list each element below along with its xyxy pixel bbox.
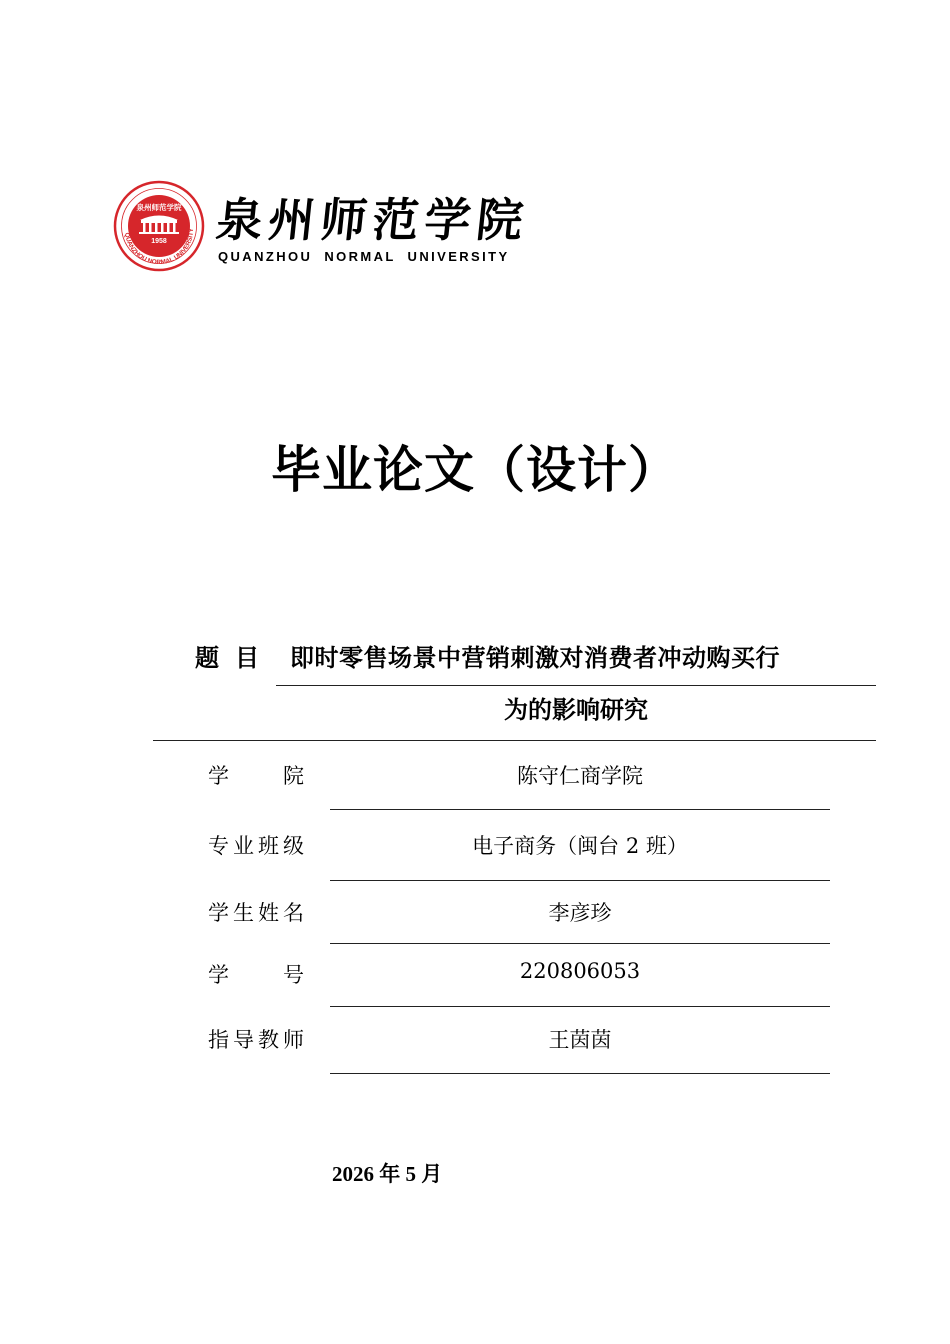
topic-label: 题目 [195,644,275,672]
field-label-char: 教 [258,1028,279,1052]
field-label-char: 导 [233,1028,254,1052]
field-label-char: 学 [208,963,229,987]
field-value-college: 陈守仁商学院 [517,764,643,788]
university-seal-icon [113,180,205,272]
field-underline-advisor [330,1073,830,1074]
university-logo [113,180,532,272]
field-label-major-class [208,830,304,860]
topic-text-line2: 为的影响研究 [504,696,648,724]
topic-text-line1: 即时零售场景中营销刺激对消费者冲动购买行 [290,644,780,672]
field-label-char: 姓 [258,901,279,925]
field-underline-student-id [330,1006,830,1007]
field-label-char: 名 [283,901,304,925]
field-underline-student-name [330,943,830,944]
topic-underline-1 [276,685,876,686]
field-label-advisor [208,1024,304,1054]
field-underline-college [330,809,830,810]
field-label-char: 班 [258,834,279,858]
field-value-major-class: 电子商务（闽台 2 班） [472,834,688,858]
field-label-char: 生 [233,901,254,925]
field-value-advisor: 王茵茵 [548,1028,612,1052]
field-label-char: 院 [283,764,304,788]
field-label-student-name [208,897,304,927]
field-label-char: 级 [283,834,304,858]
seal-ring-text: QUANZHOU NORMAL UNIVERSITY [123,228,196,267]
field-label-char: 专 [208,834,229,858]
field-label-char: 师 [283,1028,304,1052]
field-value-student-name: 李彦珍 [548,901,612,925]
seal-year: 1958 [151,238,167,245]
university-name-en: QUANZHOU NORMAL UNIVERSITY [218,249,510,264]
field-label-char: 号 [283,963,304,987]
field-label-char: 业 [233,834,254,858]
topic-underline-2 [153,740,876,741]
submission-date: 2026 年 5 月 [332,1162,443,1186]
page-title: 毕业论文（设计） [271,441,679,499]
field-label-char: 指 [208,1028,229,1052]
field-label-char: 学 [208,901,229,925]
university-name-cn: 泉州师范学院 [213,193,532,247]
seal-inner-text: 泉州师范学院 [136,203,182,212]
field-label-college [208,760,304,790]
field-label-student-id [208,959,304,989]
field-underline-major-class [330,880,830,881]
field-label-char: 学 [208,764,229,788]
field-value-student-id: 220806053 [519,959,641,983]
